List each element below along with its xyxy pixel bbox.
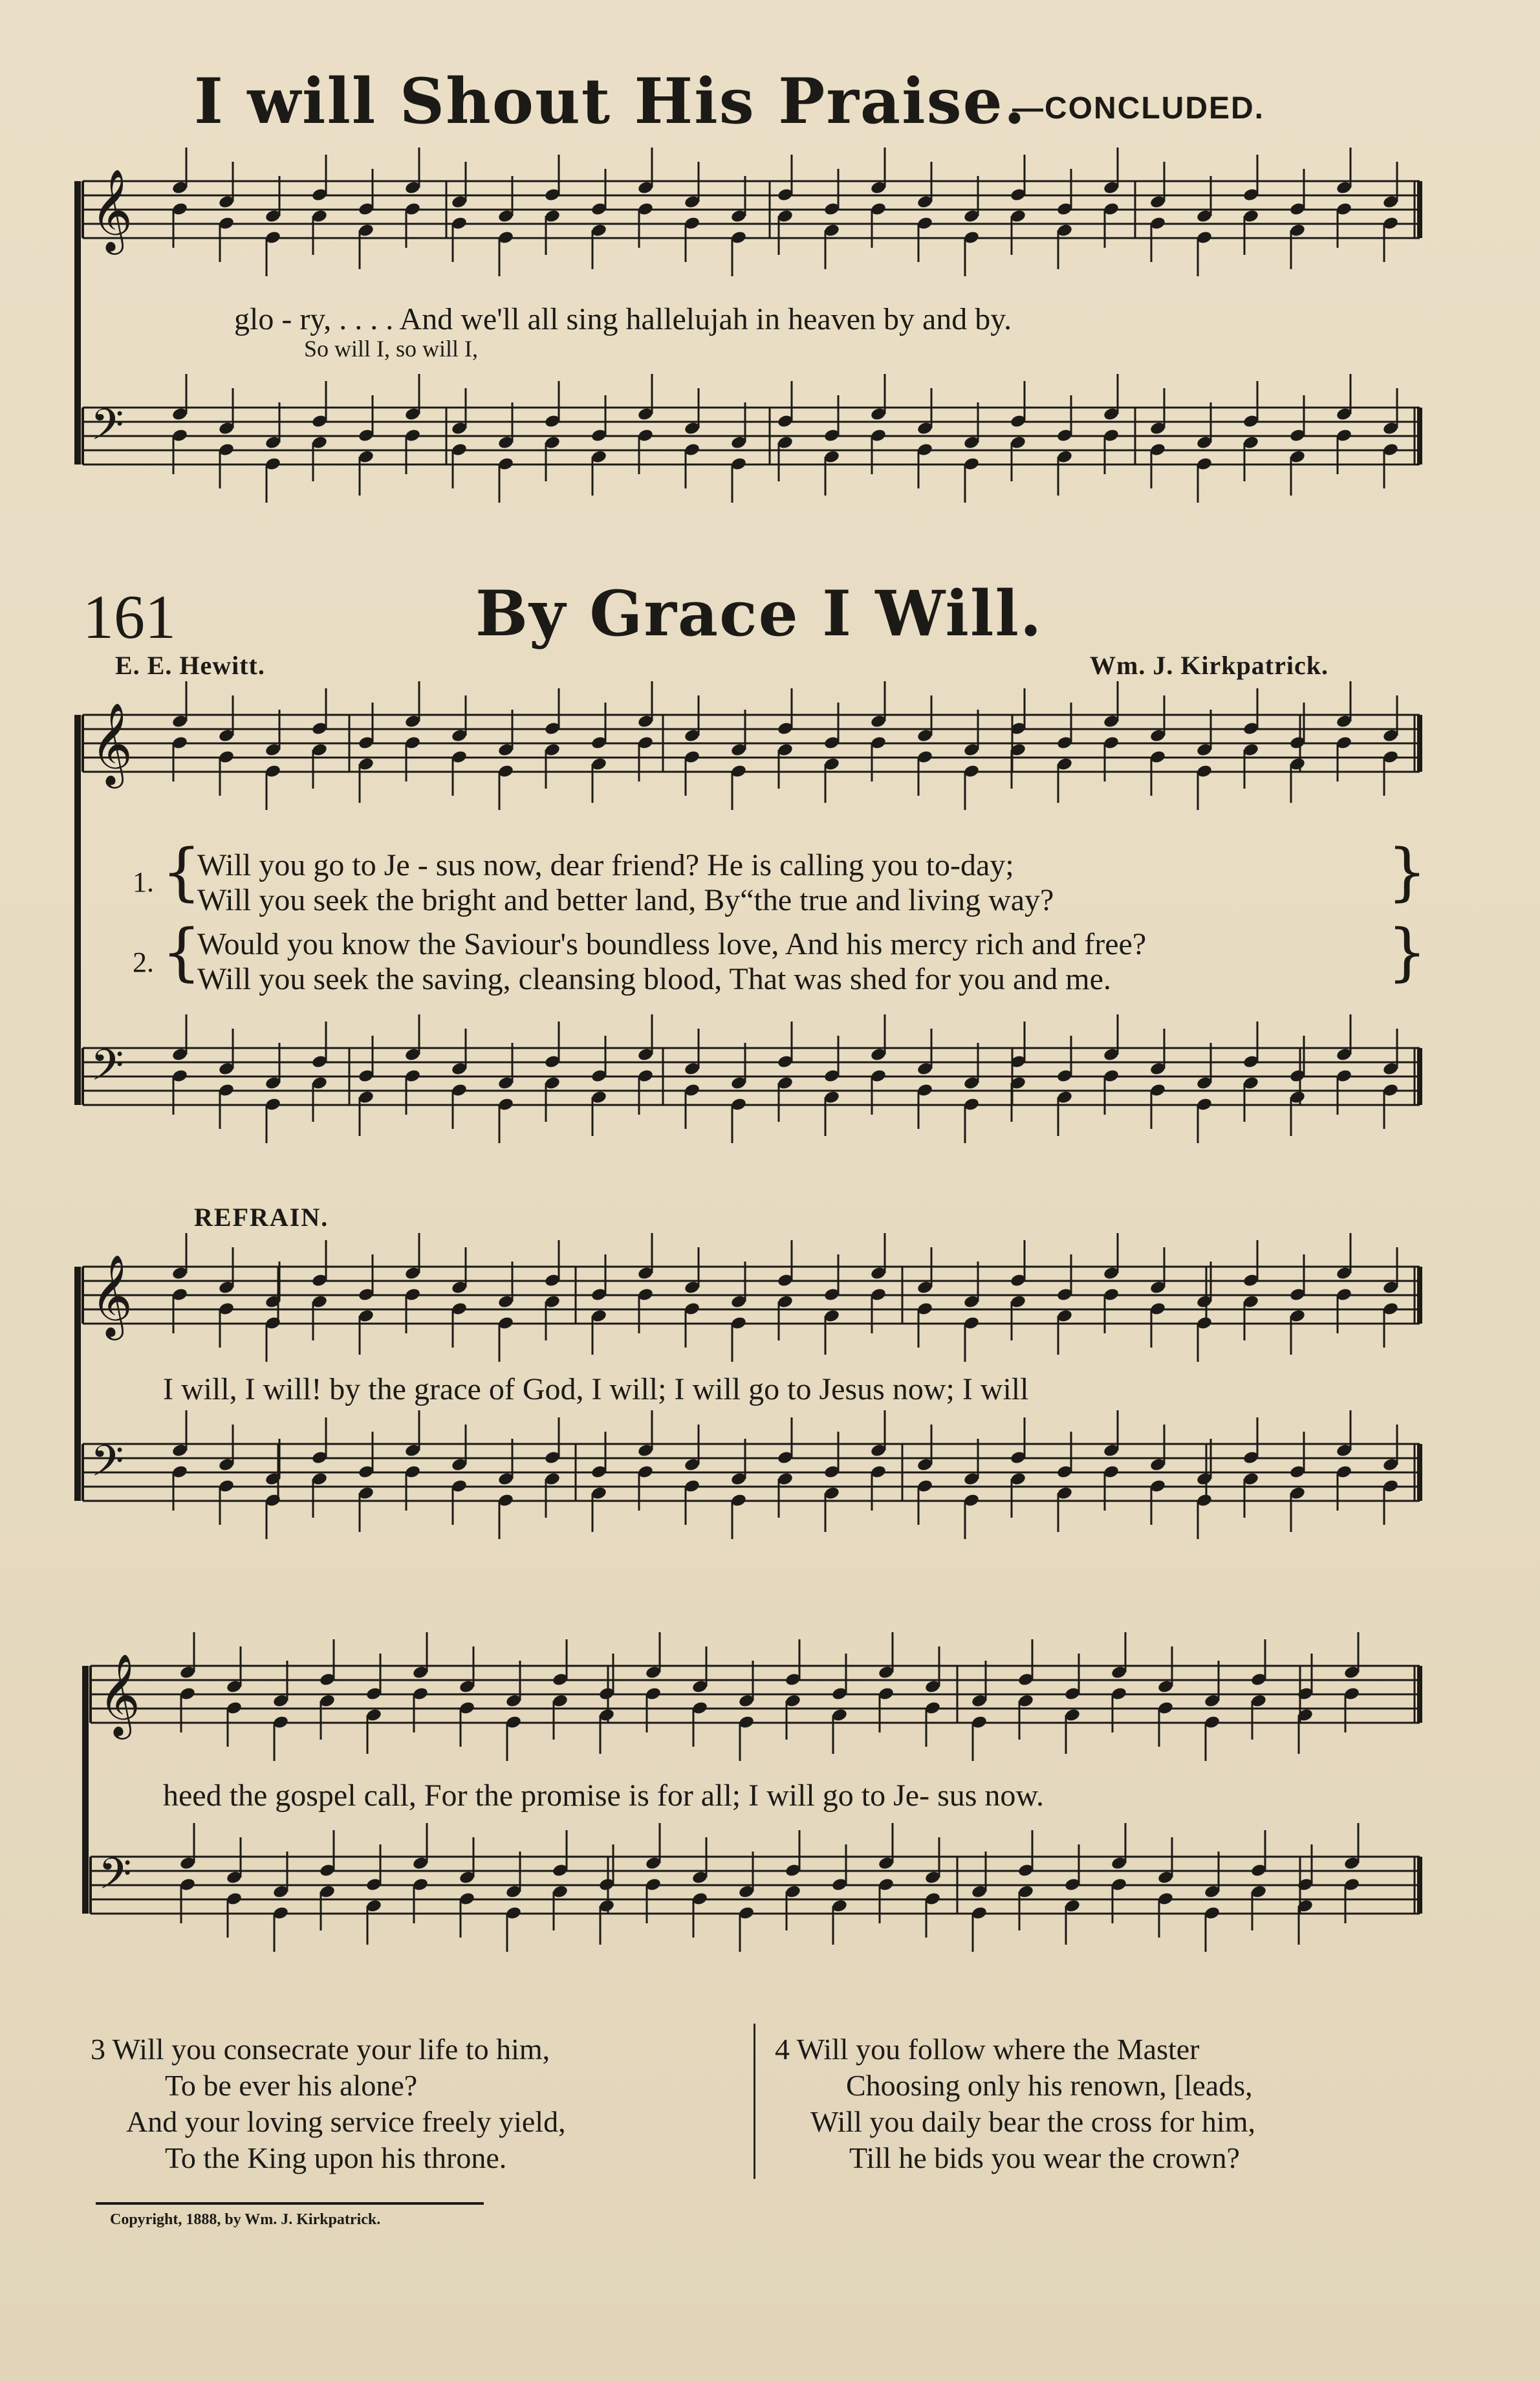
hymn-number: 161: [83, 582, 176, 651]
verse-brace-left-2: {: [162, 916, 202, 989]
system4-bass-clef-icon: 𝄢: [98, 1849, 132, 1909]
hymn-title: By Grace I Will.: [475, 577, 1043, 650]
stanza4-line3: Will you daily bear the cross for him,: [810, 2105, 1255, 2138]
hymn-title-concluded: I will Shout His Praise.: [194, 65, 1027, 138]
stanza4-line1: 4 Will you follow where the Master: [775, 2033, 1200, 2066]
stanza-divider: [754, 2024, 755, 2179]
system3-bass-clef-icon: 𝄢: [91, 1436, 124, 1496]
verse-number-2: 2.: [133, 946, 154, 978]
verse-brace-right-2: }: [1387, 916, 1427, 989]
system3-treble-clef-icon: 𝄞: [91, 1254, 133, 1337]
verse-brace-left-1: {: [162, 836, 202, 908]
stanza3-line2: To be ever his alone?: [165, 2069, 418, 2102]
system2-bass-clef-icon: 𝄢: [91, 1040, 124, 1100]
stanza3-line1: 3 Will you consecrate your life to him,: [91, 2033, 550, 2066]
verse-number-1: 1.: [133, 866, 154, 898]
verse2-line2: Will you seek the saving, cleansing blood, That was shed for you and me.: [197, 962, 1111, 996]
stanza-3: [91, 2031, 566, 2176]
stanza3-line4: To the King upon his throne.: [165, 2141, 507, 2174]
author-credit: E. E. Hewitt.: [115, 651, 265, 680]
stanza4-line2: Choosing only his renown, [leads,: [846, 2069, 1253, 2102]
verse1-line1: Will you go to Je - sus now, dear friend? He is calling you to-day;: [197, 848, 1014, 882]
stanza-4: [775, 2031, 1255, 2176]
verse1-line2: Will you seek the bright and better land, By“the true and living way?: [197, 883, 1054, 917]
system1-bass-clef-icon: 𝄢: [91, 400, 124, 460]
refrain-line2: heed the gospel call, For the promise is for all; I will go to Je- sus now.: [163, 1778, 1044, 1813]
refrain-line1: I will, I will! by the grace of God, I will; I will go to Jesus now; I will: [163, 1372, 1029, 1406]
stanza3-line3: And your loving service freely yield,: [126, 2105, 566, 2138]
footer-rule: [96, 2202, 484, 2205]
composer-credit: Wm. J. Kirkpatrick.: [1090, 651, 1329, 680]
concluded-label: —CONCLUDED.: [1012, 91, 1264, 126]
system4-treble-clef-icon: 𝄞: [98, 1653, 141, 1736]
verse-brace-right-1: }: [1387, 836, 1427, 908]
verse2-line1: Would you know the Saviour's boundless love, And his mercy rich and free?: [197, 927, 1147, 961]
system1-lyric: glo - ry, . . . . And we'll all sing hallelujah in heaven by and by.: [234, 302, 1012, 336]
stanza4-line4: Till he bids you wear the crown?: [849, 2141, 1240, 2174]
refrain-label: REFRAIN.: [194, 1203, 329, 1232]
system2-treble-clef-icon: 𝄞: [91, 702, 133, 785]
copyright-notice: Copyright, 1888, by Wm. J. Kirkpatrick.: [110, 2211, 381, 2228]
system1-echo-lyric: So will I, so will I,: [304, 336, 479, 362]
system1-treble-clef-icon: 𝄞: [91, 168, 133, 251]
